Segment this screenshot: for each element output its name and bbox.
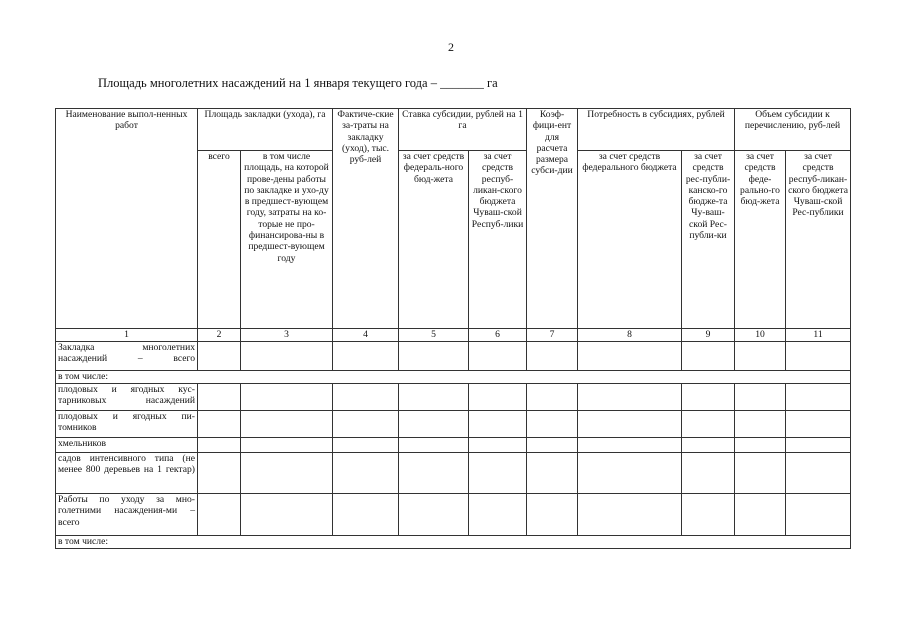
header-coefficient: Коэф-фици-ент для расчета размера субси-дии bbox=[527, 109, 578, 329]
table-cell bbox=[786, 411, 851, 438]
subsidy-table bbox=[55, 108, 851, 549]
column-number: 5 bbox=[399, 329, 469, 342]
table-cell bbox=[682, 384, 735, 411]
table-cell bbox=[399, 453, 469, 494]
column-numbers-row bbox=[56, 329, 851, 342]
table-cell bbox=[578, 411, 682, 438]
table-cell bbox=[241, 438, 333, 453]
page-number: 2 bbox=[448, 40, 454, 54]
table-cell bbox=[399, 411, 469, 438]
table-row bbox=[56, 438, 851, 453]
page-heading: Площадь многолетних насаждений на 1 января текущего года – _______ га bbox=[98, 76, 498, 90]
column-number: 3 bbox=[241, 329, 333, 342]
header-need-republic: за счет средств рес-публи-канско-го бюдже-та Чу-ваш-ской Рес-публи-ки bbox=[682, 151, 735, 329]
table-cell bbox=[333, 453, 399, 494]
table-row bbox=[56, 371, 851, 384]
table-cell bbox=[333, 384, 399, 411]
row-label: плодовых и ягодных кус-тарниковых насаждений bbox=[56, 384, 198, 411]
row-label: в том числе: bbox=[56, 536, 851, 549]
row-label: Работы по уходу за мно-голетними насаждения-ми – всего bbox=[56, 494, 198, 536]
table-cell bbox=[578, 384, 682, 411]
column-number: 7 bbox=[527, 329, 578, 342]
column-number: 4 bbox=[333, 329, 399, 342]
table-cell bbox=[735, 494, 786, 536]
table-cell bbox=[469, 384, 527, 411]
table-cell bbox=[241, 384, 333, 411]
table-cell bbox=[735, 342, 786, 371]
table-cell bbox=[735, 453, 786, 494]
row-label: садов интенсивного типа (не менее 800 деревьев на 1 гектар) bbox=[56, 453, 198, 494]
table-cell bbox=[527, 453, 578, 494]
table-cell bbox=[527, 438, 578, 453]
table-cell bbox=[198, 384, 241, 411]
table-cell bbox=[198, 411, 241, 438]
header-actual-costs: Фактиче-ские за-траты на закладку (уход), тыс. руб-лей bbox=[333, 109, 399, 329]
table-cell bbox=[527, 411, 578, 438]
column-number: 11 bbox=[786, 329, 851, 342]
table-cell bbox=[333, 411, 399, 438]
table-cell bbox=[399, 494, 469, 536]
table-cell bbox=[469, 411, 527, 438]
table-cell bbox=[578, 453, 682, 494]
table-cell bbox=[527, 494, 578, 536]
table-row bbox=[56, 342, 851, 371]
table-cell bbox=[682, 494, 735, 536]
table-cell bbox=[399, 342, 469, 371]
header-area-incl: в том числе площадь, на которой прове-дены работы по закладке и ухо-ду в предшест-вующем году, затраты на ко-торые не про-финансирова-ны в предшест-вующем году bbox=[241, 151, 333, 329]
column-number: 2 bbox=[198, 329, 241, 342]
table-cell bbox=[578, 342, 682, 371]
table-cell bbox=[469, 453, 527, 494]
table-cell bbox=[241, 342, 333, 371]
table-cell bbox=[578, 494, 682, 536]
header-subsidy-rate: Ставка субсидии, рублей на 1 га bbox=[399, 109, 527, 151]
table-cell bbox=[682, 453, 735, 494]
table-row bbox=[56, 453, 851, 494]
table-cell bbox=[786, 384, 851, 411]
table-cell bbox=[198, 438, 241, 453]
table-cell bbox=[241, 411, 333, 438]
header-amount-federal: за счет средств феде-рально-го бюд-жета bbox=[735, 151, 786, 329]
table-cell bbox=[469, 494, 527, 536]
table-cell bbox=[527, 384, 578, 411]
table-cell bbox=[469, 438, 527, 453]
row-label: в том числе: bbox=[56, 371, 851, 384]
table-cell bbox=[399, 384, 469, 411]
table-row bbox=[56, 384, 851, 411]
header-subsidy-need: Потребность в субсидиях, рублей bbox=[578, 109, 735, 151]
table-row bbox=[56, 536, 851, 549]
column-number: 9 bbox=[682, 329, 735, 342]
table-cell bbox=[786, 342, 851, 371]
column-number: 10 bbox=[735, 329, 786, 342]
table-cell bbox=[786, 494, 851, 536]
table-cell bbox=[241, 494, 333, 536]
table-row bbox=[56, 494, 851, 536]
table-cell bbox=[333, 494, 399, 536]
table-cell bbox=[578, 438, 682, 453]
table-cell bbox=[735, 384, 786, 411]
header-rate-federal: за счет средств федераль-ного бюд-жета bbox=[399, 151, 469, 329]
table-cell bbox=[198, 342, 241, 371]
header-work-name: Наименование выпол-ненных работ bbox=[56, 109, 198, 329]
header-area-total: всего bbox=[198, 151, 241, 329]
table-cell bbox=[241, 453, 333, 494]
table-row bbox=[56, 411, 851, 438]
table-cell bbox=[786, 453, 851, 494]
row-label: плодовых и ягодных пи-томников bbox=[56, 411, 198, 438]
column-number: 8 bbox=[578, 329, 682, 342]
table-cell bbox=[682, 342, 735, 371]
row-label: Закладка многолетних насаждений – всего bbox=[56, 342, 198, 371]
table-cell bbox=[682, 411, 735, 438]
table-cell bbox=[198, 453, 241, 494]
table-cell bbox=[682, 438, 735, 453]
table-cell bbox=[333, 342, 399, 371]
table-cell bbox=[527, 342, 578, 371]
header-subsidy-amount: Объем субсидии к перечислению, руб-лей bbox=[735, 109, 851, 151]
header-rate-republic: за счет средств респуб-ликан-ского бюджета Чуваш-ской Респуб-лики bbox=[469, 151, 527, 329]
table-cell bbox=[333, 438, 399, 453]
header-area: Площадь закладки (ухода), га bbox=[198, 109, 333, 151]
header-amount-republic: за счет средств респуб-ликан-ского бюджета Чуваш-ской Рес-публики bbox=[786, 151, 851, 329]
table-cell bbox=[399, 438, 469, 453]
column-number: 1 bbox=[56, 329, 198, 342]
table-cell bbox=[735, 411, 786, 438]
table-cell bbox=[735, 438, 786, 453]
column-number: 6 bbox=[469, 329, 527, 342]
table-cell bbox=[198, 494, 241, 536]
header-need-federal: за счет средств федерального бюджета bbox=[578, 151, 682, 329]
table-cell bbox=[469, 342, 527, 371]
row-label: хмельников bbox=[56, 438, 198, 453]
table-cell bbox=[786, 438, 851, 453]
